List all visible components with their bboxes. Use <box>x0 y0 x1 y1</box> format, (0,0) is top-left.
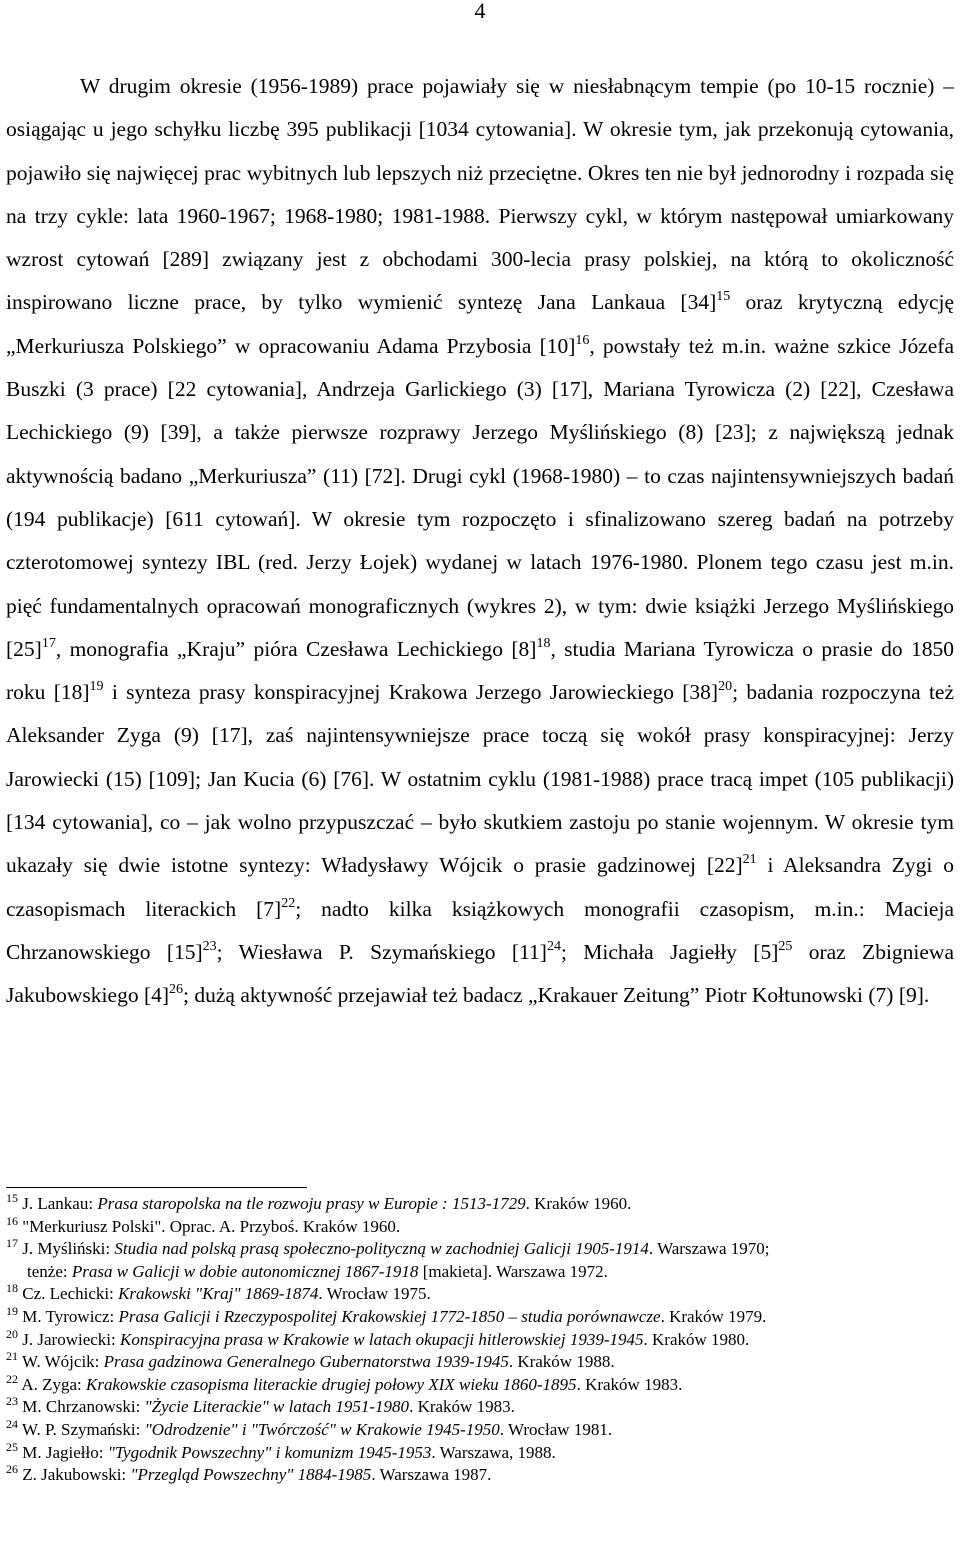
footnotes <box>6 1193 954 1487</box>
footnote-author: M. Chrzanowski: <box>22 1397 145 1417</box>
footnote-number: 23 <box>6 1394 18 1409</box>
body-text-segment: oraz krytyczną edycję „Merkuriusza Polskiego” w opracowaniu Adama Przybosia [10] <box>6 290 954 358</box>
body-text-segment: ; Michała Jagiełły [5] <box>560 939 779 964</box>
footnote-author: A. Zyga: <box>21 1374 86 1394</box>
footnote-title: Prasa staropolska na tle rozwoju prasy w Europie : 1513-1729 <box>97 1194 526 1213</box>
footnote-16 <box>6 1213 954 1239</box>
page-number: 4 <box>474 0 486 23</box>
footnote-number: 25 <box>6 1439 18 1454</box>
footnote-title: "Odrodzenie" i "Twórczość" w Krakowie 1945-1950 <box>144 1419 500 1439</box>
footnote-24 <box>6 1416 954 1442</box>
footnote-author: Cz. Lechicki: <box>22 1284 119 1304</box>
footnote-title: "Przegląd Powszechny" 1884-1985 <box>130 1465 372 1485</box>
footnote-imprint: . Warszawa 1970; <box>648 1239 770 1259</box>
body-text-segment: , monografia „Kraju” pióra Czesława Lechickiego [8] <box>55 636 537 661</box>
body-text-segment: , studia Mariana Tyrowicza o prasie do 1850 roku [18] <box>6 636 954 705</box>
footnote-ref: 16 <box>575 332 590 348</box>
footnote-title: Prasa w Galicji w dobie autonomicznej 1867-1918 <box>71 1261 419 1281</box>
footnote-author: M. Tyrowicz: <box>22 1306 119 1326</box>
footnote-title: Prasa Galicji i Rzeczypospolitej Krakowskiej 1772-1850 – studia porównawcze <box>118 1306 661 1326</box>
footnote-author: Z. Jakubowski: <box>22 1465 131 1485</box>
body-paragraph <box>6 65 954 1018</box>
footnote-25 <box>6 1439 954 1465</box>
footnote-author: J. Lankau: <box>22 1194 98 1213</box>
footnote-ref: 25 <box>778 938 793 954</box>
footnote-title: "Życie Literackie" w latach 1951-1980 <box>144 1397 410 1417</box>
footnote-title: Prasa gadzinowa Generalnego Gubernatorstwa 1939-1945 <box>103 1352 509 1372</box>
footnote-ref: 22 <box>281 895 296 911</box>
footnote-title: Studia nad polską prasą społeczno-polityczną w zachodniej Galicji 1905-1914 <box>114 1239 649 1259</box>
footnote-imprint: . Wrocław 1975. <box>318 1284 431 1304</box>
footnote-text: "Merkuriusz Polski". Oprac. A. Przyboś. Kraków 1960. <box>22 1216 401 1236</box>
footnote-title: "Tygodnik Powszechny" i komunizm 1945-1953 <box>107 1442 432 1462</box>
body-text-segment: i synteza prasy konspiracyjnej Krakowa Jerzego Jarowieckiego [38] <box>103 680 719 705</box>
footnote-imprint: . Wrocław 1981. <box>499 1419 613 1439</box>
footnote-number: 21 <box>6 1349 18 1364</box>
footnote-number: 20 <box>6 1326 18 1341</box>
footnote-15 <box>6 1193 954 1216</box>
footnote-ref: 17 <box>41 635 56 651</box>
footnote-number: 19 <box>6 1303 18 1318</box>
footnote-ref: 23 <box>202 938 217 954</box>
body-text-segment: ; Wiesława P. Szymańskiego [11] <box>216 939 547 964</box>
footnote-21 <box>6 1351 954 1374</box>
footnote-imprint: . Kraków 1983. <box>576 1374 683 1394</box>
body-text-segment: ; dużą aktywność przejawiał też badacz „Krakauer Zeitung” Piotr Kołtunowski (7) [9]. <box>183 983 930 1008</box>
footnote-title: Krakowskie czasopisma literackie drugiej połowy XIX wieku 1860-1895 <box>86 1374 577 1394</box>
footnote-author: J. Myśliński: <box>22 1239 115 1259</box>
footnote-ref: 26 <box>169 982 184 998</box>
footnote-imprint: [makieta]. Warszawa 1972. <box>418 1261 608 1281</box>
footnote-ref: 24 <box>546 938 561 954</box>
footnote-number: 24 <box>6 1416 18 1431</box>
footnote-title: Konspiracyjna prasa w Krakowie w latach okupacji hitlerowskiej 1939-1945 <box>119 1329 644 1349</box>
body-text-segment: , powstały też m.in. ważne szkice Józefa Buszki (3 prace) [22 cytowania], Andrzeja Garlickiego (3) [17], Mariana Tyrowicza (2) [22], Czesława Lechickiego (9) [39], a także pierwsze rozprawy Jerzego Myślińskiego (8) [23]; z największą jednak aktywnością badano „Merkuriusza” (11) [72]. Drugi cykl (1968-1980) – to czas najintensywniejszych badań (194 publikacje) [611 cytowań]. W okresie tym rozpoczęto i sfinalizowano szereg badań na potrzeby czterotomowej syntezy IBL (red. Jerzy Łojek) wydanej w latach 1976-1980. Plonem tego czasu jest m.in. pięć fundamentalnych opracowań monograficznych (wykres 2), w tym: dwie książki Jerzego Myślińskiego [25] <box>6 333 954 661</box>
footnote-imprint: . Kraków 1960. <box>525 1194 632 1213</box>
footnote-17-continued <box>6 1261 954 1284</box>
footnote-imprint: . Kraków 1979. <box>660 1306 767 1326</box>
footnote-number: 16 <box>6 1213 18 1228</box>
footnote-number: 18 <box>6 1281 18 1296</box>
footnote-18 <box>6 1283 954 1306</box>
footnote-20 <box>6 1326 954 1352</box>
footnote-ref: 21 <box>742 852 757 868</box>
body-text-segment: i Aleksandra Zygi o czasopismach literackich [7] <box>6 853 954 921</box>
footnote-author: M. Jagiełło: <box>22 1442 108 1462</box>
footnote-number: 26 <box>6 1462 18 1477</box>
footnote-number: 17 <box>6 1236 18 1251</box>
footnote-26 <box>6 1464 954 1487</box>
footnote-author: W. Wójcik: <box>21 1352 104 1372</box>
footnote-imprint: . Kraków 1983. <box>409 1397 515 1417</box>
footnote-imprint: . Kraków 1980. <box>643 1329 750 1349</box>
footnote-ref: 15 <box>716 289 731 305</box>
footnote-ref: 18 <box>536 635 551 651</box>
body-text-segment: ; badania rozpoczyna też Aleksander Zyga (9) [17], zaś najintensywniejsze prace toczą się wokół prasy konspiracyjnej: Jerzy Jarowiecki (15) [109]; Jan Kucia (6) [76]. W ostatnim cyklu (1981-1988) prace tracą impet (105 publikacji) [134 cytowania], co – jak wolno przypuszczać – było skutkiem zastoju po stanie wojennym. W okresie tym ukazały się dwie istotne syntezy: Władysławy Wójcik o prasie gadzinowej [22] <box>6 680 954 878</box>
footnote-author: W. P. Szymański: <box>21 1419 145 1439</box>
footnote-22 <box>6 1371 954 1397</box>
body-text-segment: oraz Zbigniewa Jakubowskiego [4] <box>6 939 954 1008</box>
footnote-author: J. Jarowiecki: <box>22 1329 120 1349</box>
footnote-imprint: . Warszawa 1987. <box>371 1465 492 1485</box>
footnote-imprint: . Warszawa, 1988. <box>431 1442 556 1462</box>
footnote-ref: 20 <box>718 679 733 695</box>
footnote-imprint: . Kraków 1988. <box>508 1352 615 1372</box>
footnote-number: 15 <box>6 1191 18 1205</box>
footnote-23 <box>6 1396 954 1419</box>
footnote-ref: 19 <box>89 679 104 695</box>
footnote-author: tenże: <box>27 1261 72 1281</box>
body-text-segment: ; nadto kilka książkowych monografii czasopism, m.in.: Macieja Chrzanowskiego [15] <box>6 896 954 964</box>
footnote-number: 22 <box>6 1371 18 1386</box>
body-text-segment: W drugim okresie (1956-1989) prace pojawiały się w niesłabnącym tempie (po 10-15 rocznie) – osiągając u jego schyłku liczbę 395 publikacji [1034 cytowania]. W okresie tym, jak przekonują cytowania, pojawiło się najwięcej prac wybitnych lub lepszych niż przeciętne. Okres ten nie był jednorodny i rozpada się na trzy cykle: lata 1960-1967; 1968-1980; 1981-1988. Pierwszy cykl, w którym następował umiarkowany wzrost cytowań [289] związany jest z obchodami 300-lecia prasy polskiej, na którą to okoliczność inspirowano liczne prace, by tylko wymienić syntezę Jana Lankaua [34] <box>6 74 954 315</box>
footnote-17 <box>6 1238 954 1261</box>
footnote-title: Krakowski "Kraj" 1869-1874 <box>118 1284 319 1304</box>
footnote-19 <box>6 1303 954 1329</box>
footnote-separator <box>6 1187 307 1188</box>
